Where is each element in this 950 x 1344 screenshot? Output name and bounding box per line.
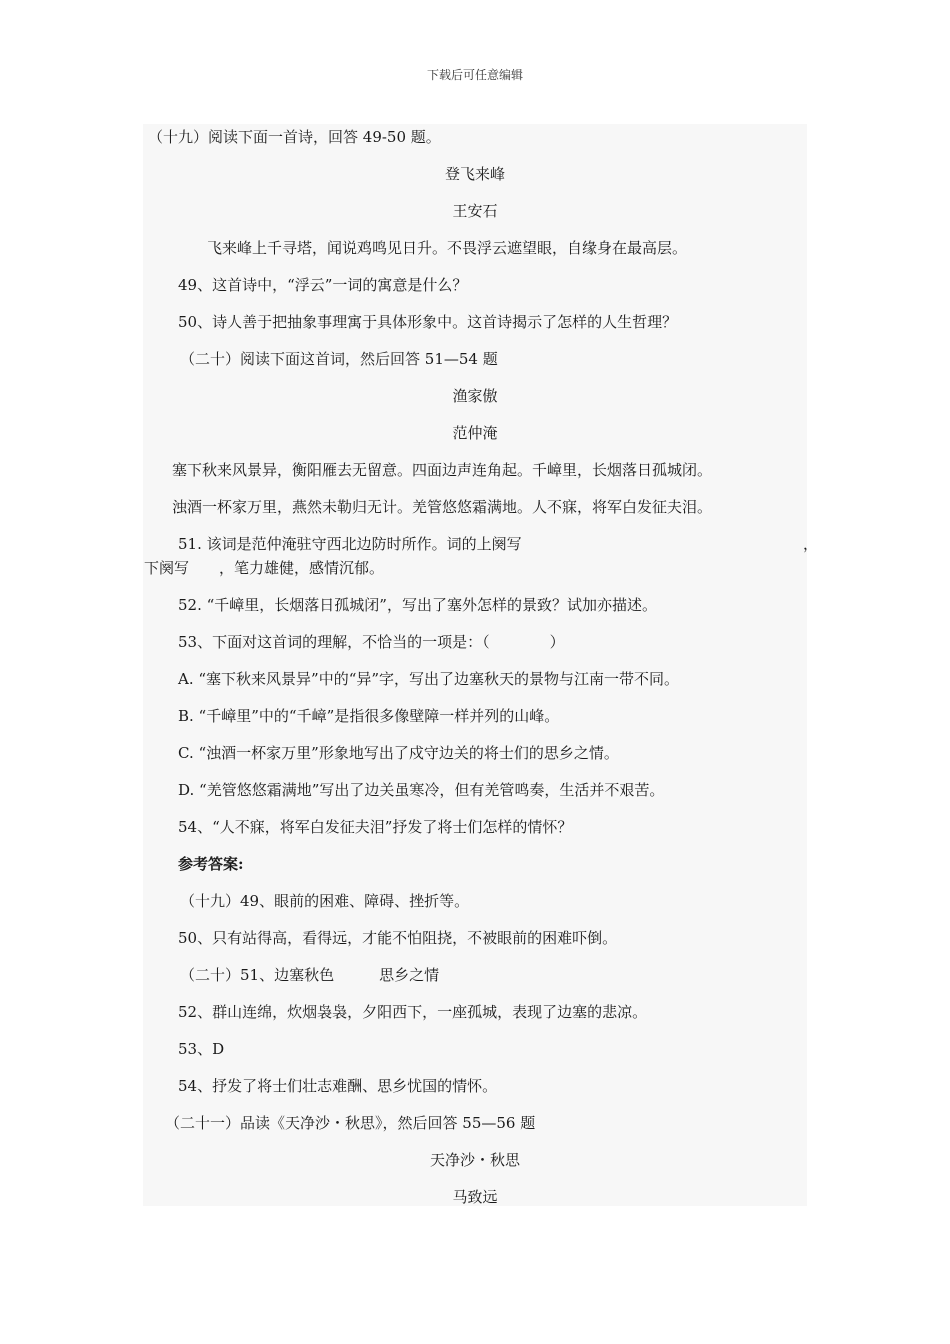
section-21-heading: （二十一）品读《天净沙・秋思》，然后回答 55—56 题 bbox=[165, 1114, 536, 1132]
question-49: 49、这首诗中，“浮云”一词的寓意是什么？ bbox=[178, 276, 468, 294]
question-53: 53、下面对这首词的理解，不恰当的一项是：（ ） bbox=[178, 633, 565, 651]
ci-line-1: 塞下秋来风景异，衡阳雁去无留意。四面边声连角起。千嶂里，长烟落日孤城闭。 bbox=[172, 461, 713, 479]
poem-text: 飞来峰上千寻塔，闻说鸡鸣见日升。不畏浮云遮望眼，自缘身在最高层。 bbox=[207, 239, 688, 257]
poem-title: 登飞来峰 bbox=[444, 165, 505, 183]
answer-54: 54、抒发了将士们壮志难酬、思乡忧国的情怀。 bbox=[178, 1077, 498, 1095]
option-c: C. “浊酒一杯家万里”形象地写出了戍守边关的将士们的思乡之情。 bbox=[178, 744, 619, 762]
option-a: A. “塞下秋来风景异”中的“异”字，写出了边塞秋天的景物与江南一带不同。 bbox=[178, 670, 680, 688]
question-51: 51. 该词是范仲淹驻守西北边防时所作。词的上阕写 bbox=[178, 535, 522, 553]
question-50: 50、诗人善于把抽象事理寓于具体形象中。这首诗揭示了怎样的人生哲理？ bbox=[178, 313, 678, 331]
option-d: D. “羌管悠悠霜满地”写出了边关虽寒冷，但有羌管鸣奏，生活并不艰苦。 bbox=[178, 781, 665, 799]
answer-53: 53、D bbox=[178, 1040, 225, 1058]
qu-title: 天净沙・秋思 bbox=[429, 1151, 520, 1169]
ci-title: 渔家傲 bbox=[452, 387, 498, 405]
section-19-heading: （十九）阅读下面一首诗，回答 49-50 题。 bbox=[148, 128, 441, 146]
section-20-heading: （二十）阅读下面这首词，然后回答 51—54 题 bbox=[180, 350, 498, 368]
qu-author: 马致远 bbox=[452, 1188, 498, 1206]
poem-author: 王安石 bbox=[452, 202, 498, 220]
answers-label: 参考答案: bbox=[178, 855, 244, 873]
question-52: 52. “千嶂里，长烟落日孤城闭”，写出了塞外怎样的景致？试加亦描述。 bbox=[178, 596, 657, 614]
ci-author: 范仲淹 bbox=[452, 424, 498, 442]
page-header: 下载后可任意编辑 bbox=[426, 68, 523, 82]
question-51-continued: 下阕写 ，笔力雄健，感情沉郁。 bbox=[144, 559, 385, 577]
document-body bbox=[143, 124, 819, 1206]
question-51-comma: ， bbox=[803, 535, 819, 553]
answer-51: （二十）51、边塞秋色 思乡之情 bbox=[180, 966, 440, 984]
answer-52: 52、群山连绵，炊烟袅袅，夕阳西下，一座孤城，表现了边塞的悲凉。 bbox=[178, 1003, 648, 1021]
question-54: 54、“人不寐，将军白发征夫泪”抒发了将士们怎样的情怀？ bbox=[178, 818, 573, 836]
ci-line-2: 浊酒一杯家万里，燕然未勒归无计。羌管悠悠霜满地。人不寐，将军白发征夫泪。 bbox=[172, 498, 713, 516]
option-b: B. “千嶂里”中的“千嶂”是指很多像壁障一样并列的山峰。 bbox=[178, 707, 560, 725]
answer-49: （十九）49、眼前的困难、障碍、挫折等。 bbox=[180, 892, 470, 910]
answer-50: 50、只有站得高，看得远，才能不怕阻挠，不被眼前的困难吓倒。 bbox=[178, 929, 618, 947]
